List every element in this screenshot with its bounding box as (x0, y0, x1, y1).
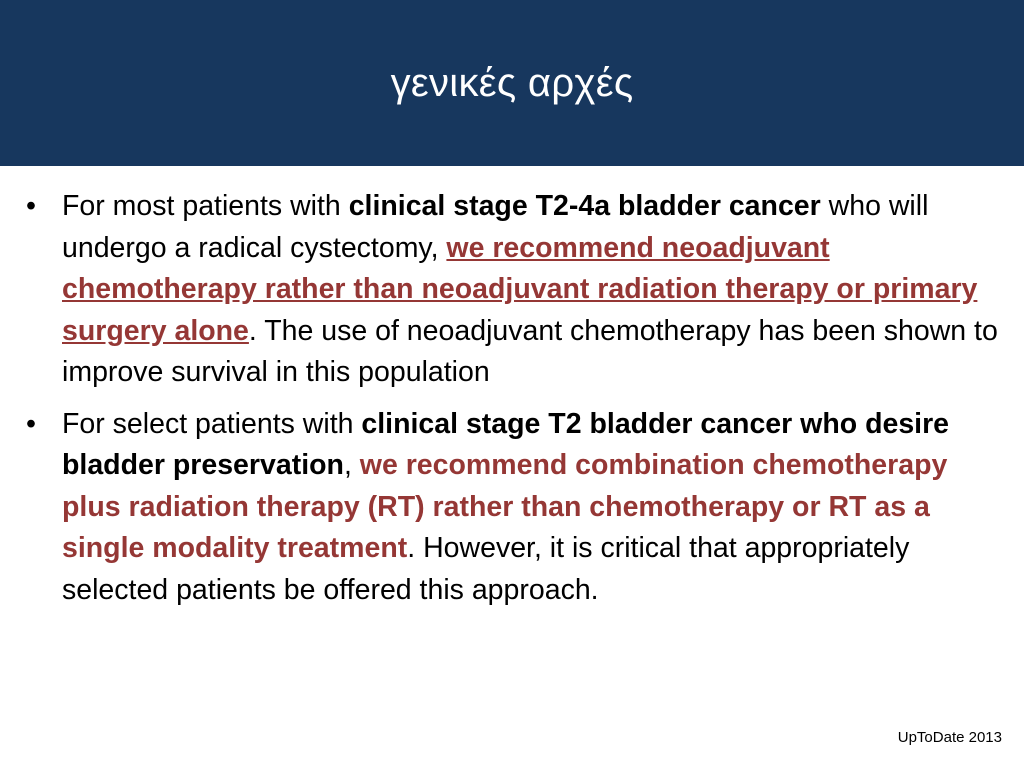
title-bar (0, 0, 1024, 166)
bullet-item-2 (26, 404, 1001, 612)
bullet-1-context: who will undergo a radical cystectomy, (62, 190, 929, 264)
bullet-1-rationale: . The use of neoadjuvant chemotherapy has been shown to improve survival in this population (62, 314, 998, 388)
bullet-item-1 (26, 186, 1001, 394)
bullet-2-text (62, 408, 949, 606)
source-citation: UpToDate 2013 (897, 729, 1002, 746)
bullet-2-separator: , (343, 449, 360, 481)
bullet-2-caveat: . However, it is critical that appropriately selected patients be offered this approach. (62, 532, 910, 606)
bullet-icon: • (26, 407, 36, 440)
bullet-2-stage: clinical stage T2 bladder cancer who desire bladder preservation (62, 407, 950, 481)
slide-title: γενικές αρχές (390, 60, 634, 105)
bullet-1-stage: clinical stage T2-4a bladder cancer (348, 190, 821, 222)
bullet-1-intro: For most patients with (62, 190, 349, 222)
bullet-1-recommendation: we recommend neoadjuvant chemotherapy rather than neoadjuvant radiation therapy or primary surgery alone (62, 231, 978, 347)
bullet-list (26, 186, 1001, 621)
bullet-1-text (62, 190, 998, 388)
bullet-icon: • (26, 190, 36, 222)
bullet-2-recommendation: we recommend combination chemotherapy plus radiation therapy (RT) rather than chemotherapy or RT as a single modality treatment (62, 449, 948, 564)
bullet-2-intro: For select patients with (62, 407, 362, 440)
